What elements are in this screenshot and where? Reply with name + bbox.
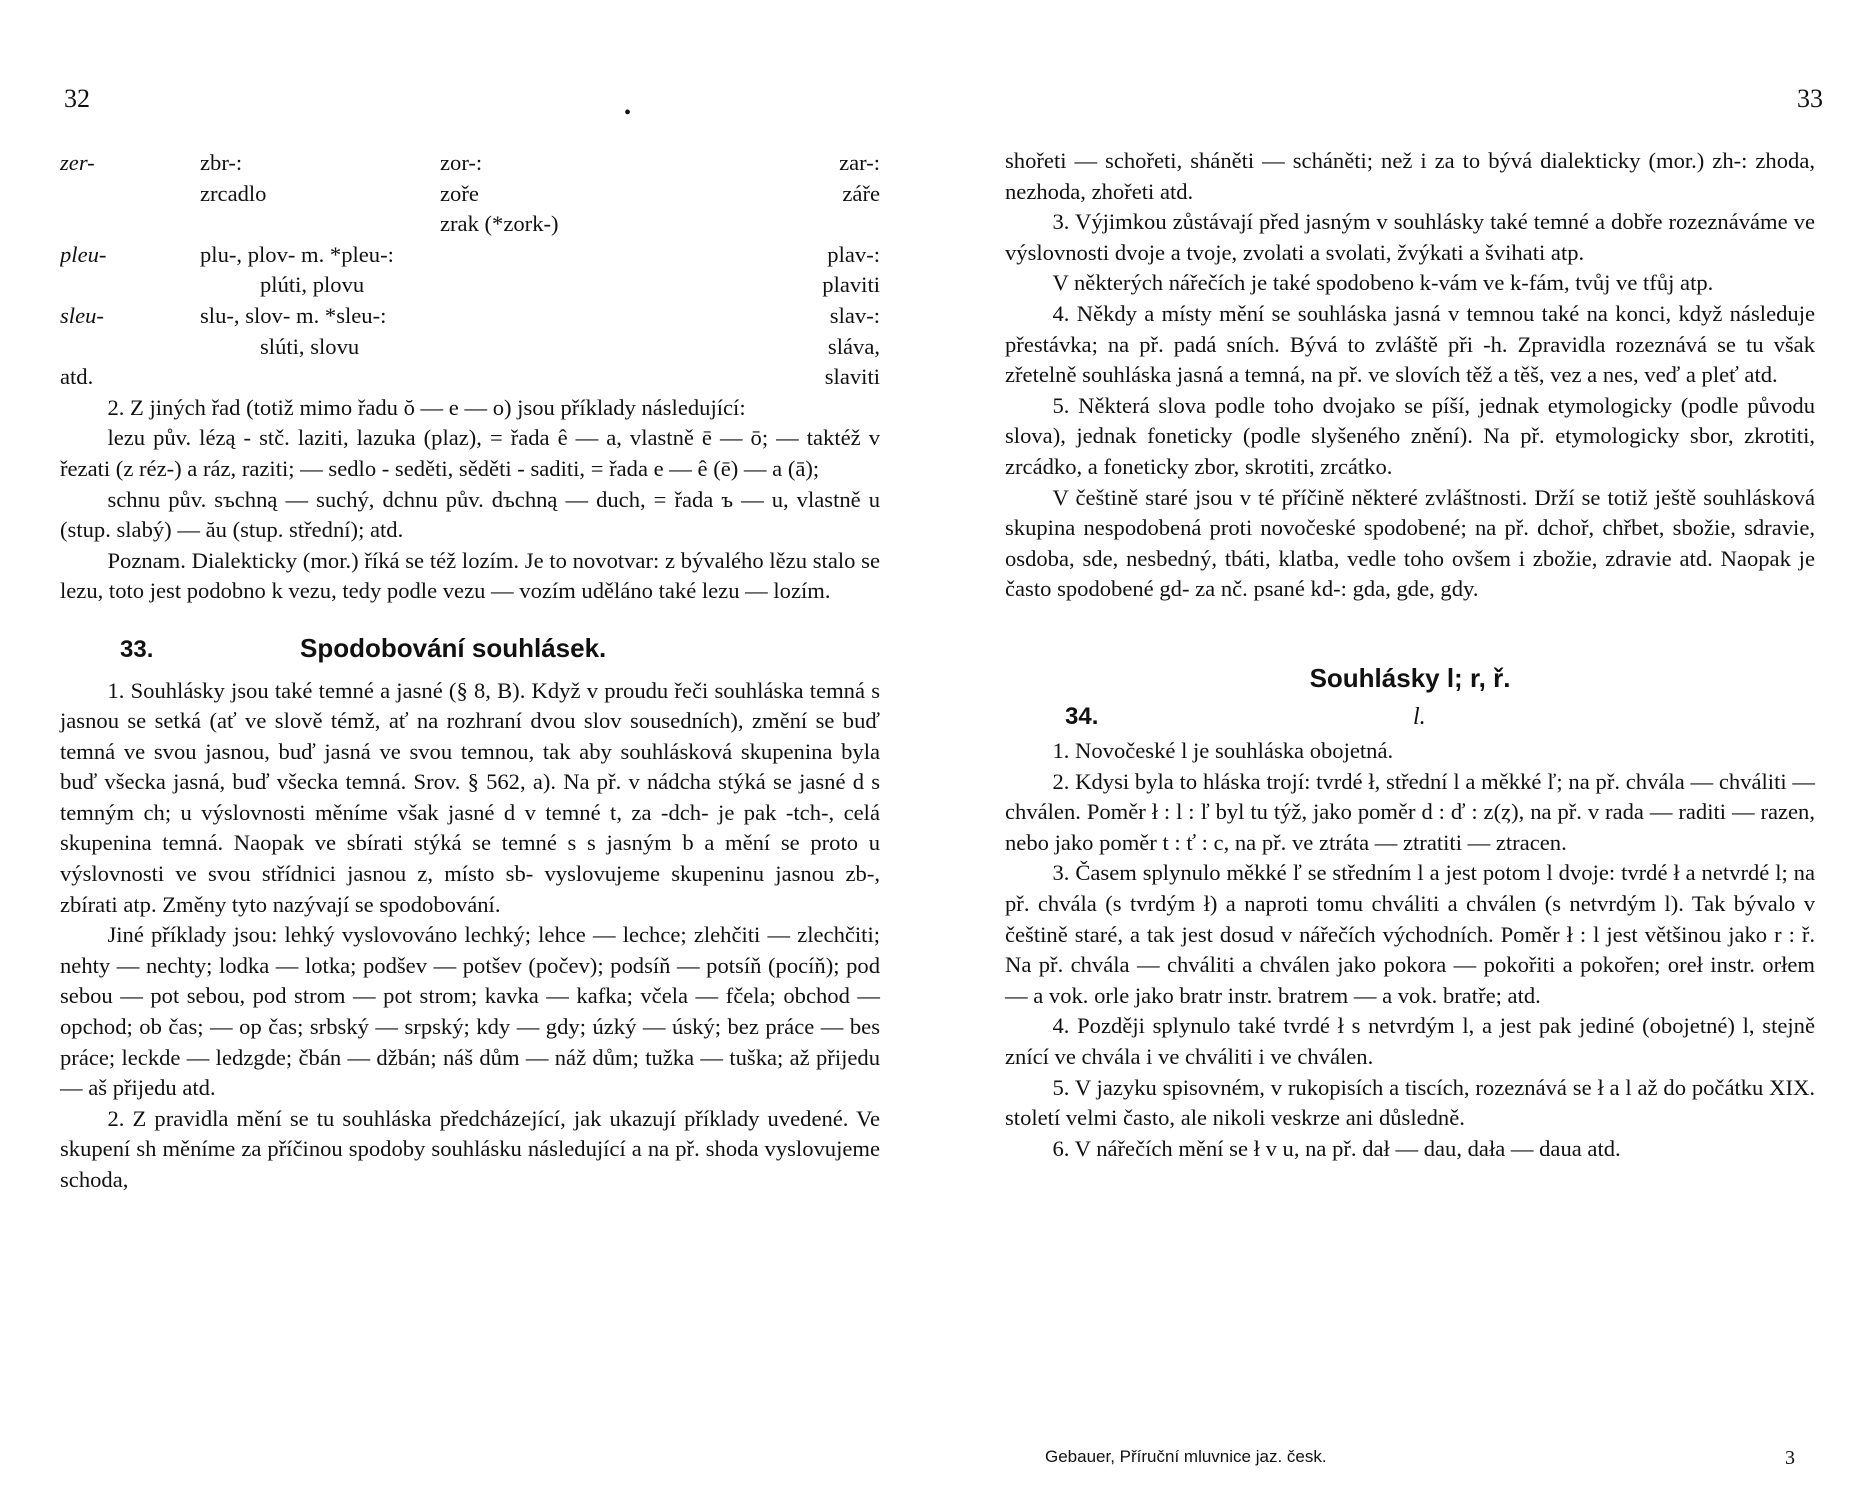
table-cell [410, 240, 700, 271]
page-number-right: 33 [1797, 84, 1823, 113]
paragraph: 3. Výjimkou zůstávají před jasným v souhlásky také temné a dobře rozeznáváme ve výslovnosti dvoje a tvoje, zvolati a svolati, žvýkati a švihati atp. [1005, 209, 1815, 265]
table-cell [60, 209, 200, 240]
paragraph: 1. Souhlásky jsou také temné a jasné (§ 8, B). Když v proudu řeči souhláska temná s jasnou se setká (ať ve slově témž, ať na rozhraní dvou slov sousedních), změní se buď temná ve svou jasnou, buď jasná ve svou temnou, tak aby souhlásková skupenina byla buď všecka jasná, buď všecka temná. Srov. § 562, a). Na př. v nádcha stýká se jasné d s temným ch; u výslovnosti měníme však jasné d v temné t, za -dch- je pak -tch-, celá skupenina temná. Naopak ve sbírati stýká se temné s s jasným b a mění se proto u výslovnosti ve svou střídnici jasnou z, místo sb- vyslovujeme skupeninu jasnou zb-, zbírati atp. Změny tyto nazývají se spodobování. [60, 677, 880, 917]
paragraph: V některých nářečích je také spodobeno k-vám ve k-fám, tvůj ve tfůj atp. [1052, 270, 1714, 296]
table-cell: plu-, plov- m. *pleu-: [200, 241, 394, 267]
table-cell [200, 209, 410, 240]
table-cell: plav-: [827, 241, 880, 267]
table-cell [410, 362, 700, 393]
table-cell [60, 179, 200, 210]
table-cell: slaviti [824, 364, 880, 390]
table-cell: pleu- [60, 241, 107, 267]
ablaut-table [60, 148, 880, 393]
table-cell [410, 332, 700, 363]
paragraph: 5. V jazyku spisovném, v rukopisích a tiscích, rozeznává se ł a l až do počátku XIX. století velmi často, ale nikoli veskrze ani důsledně. [1005, 1074, 1815, 1131]
table-cell: záře [842, 180, 880, 206]
table-cell: zrcadlo [200, 180, 267, 206]
section-title: Souhlásky l; r, ř. [1309, 662, 1511, 693]
paragraph: 2. Z jiných řad (totiž mimo řadu ŏ — e — o) jsou příklady následující: [107, 394, 746, 420]
paragraph: 2. Kdysi byla to hláska trojí: tvrdé ł, střední l a měkké ľ; na př. chvála — chváliti — chválen. Poměr ł : l : ľ byl tu týž, jako poměr d : ď : z(ȥ), na př. v rada — raditi — razen, nebo jako poměr t : ť : c, na př. ve ztráta — ztratiti — ztracen. [1005, 768, 1815, 855]
table-cell: slúti, slovu [260, 333, 360, 359]
paragraph: Jiné příklady jsou: lehký vyslovováno lechký; lehce — lechce; zlehčiti — zlechčiti; nehty — nechty; lodka — lotka; podšev — potšev (počev); podsíň — potsíň (pocíň); pod sebou — pot sebou, pod strom — pot strom; kavka — kafka; včela — fčela; obchod — opchod; ob čas; — op čas; srbský — srpský; kdy — gdy; úzký — úský; bez práce — bes práce; leckde — ledzgde; čbán — džbán; náš dům — náž dům; tužka — tuška; až přijedu — aš přijedu atd. [60, 922, 880, 1101]
subsection-title: l. [1413, 703, 1426, 730]
table-row [60, 148, 880, 179]
table-cell: zer- [60, 150, 95, 175]
paragraph: 1. Novočeské l je souhláska obojetná. [1052, 738, 1394, 764]
table-cell: zor-: [440, 150, 483, 175]
footer-source: Gebauer, Příruční mluvnice jaz. česk. [1045, 1447, 1327, 1466]
paragraph: lezu pův. lézą - stč. laziti, lazuka (plaz), = řada ê — a, vlastně ē — ō; — taktéž v řezati (z réz-) a ráz, raziti; — sedlo - seděti, sěděti - saditi, = řada e — ê (ē) — a (ā); [60, 425, 880, 481]
paragraph: 2. Z pravidla mění se tu souhláska předcházející, jak ukazují příklady uvedené. Ve skupení sh měníme za příčinou spodoby souhlásku následující a na př. shoda vyslovujeme schoda, [60, 1105, 880, 1192]
table-cell: atd. [60, 364, 94, 390]
table-cell: plúti, plovu [260, 272, 365, 298]
page-footer [1045, 1447, 1815, 1470]
left-page-body [60, 148, 880, 1196]
table-cell: sleu- [60, 302, 104, 328]
table-row [60, 179, 880, 210]
table-cell [410, 301, 700, 332]
table-cell: zar-: [839, 150, 880, 175]
table-cell: zrak (*zork-) [440, 211, 559, 237]
table-cell: slav-: [829, 302, 880, 328]
paragraph: 6. V nářečích mění se ł v u, na př. dał — dau, dała — daua atd. [1052, 1135, 1621, 1161]
table-row [60, 301, 880, 332]
right-page [1005, 0, 1823, 1500]
table-cell [700, 209, 880, 240]
table-cell [60, 332, 200, 363]
paragraph: 4. Později splynulo také tvrdé ł s netvrdým l, a jest pak jediné (obojetné) l, stejně znící ve chvála i ve chváliti i ve chválen. [1005, 1013, 1815, 1070]
table-cell [410, 270, 700, 301]
table-cell: slu-, slov- m. *sleu-: [200, 302, 387, 328]
table-cell: zbr-: [200, 150, 243, 175]
table-cell [60, 270, 200, 301]
paragraph: 4. Někdy a místy mění se souhláska jasná v temnou také na konci, když následuje přestávka; na př. padá sních. Bývá to zvláště při -h. Zpravidla rozeznává se tu však zřetelně souhláska jasná a temná, na př. ve slovích těž a těš, vez a nes, veď a pleť atd. [1005, 300, 1815, 388]
remark-paragraph: Poznam. Dialekticky (mor.) říká se též lozím. Je to novotvar: z bývalého lězu stalo se lezu, toto jest podobno k vezu, tedy podle vezu — vozím uděláno také lezu — lozím. [60, 547, 880, 604]
section-number: 33. [120, 635, 154, 663]
paragraph: V češtině staré jsou v té příčině některé zvláštnosti. Drží se totiž ještě souhlásková skupina nespodobená proti novočeské spodobené; na př. dchoř, chřbet, sbožie, sdravie, osdoba, sde, nesbedný, tbáti, klatba, vedle toho ovšem i zbožie, zdravie atd. Naopak je často spodobené gd- za nč. psané kd-: gda, gde, gdy. [1005, 484, 1815, 602]
table-row [60, 270, 880, 301]
page-number-left: 32 [64, 84, 90, 113]
subsection-heading [1005, 702, 1815, 733]
signature-mark: 3 [1785, 1447, 1795, 1469]
table-row [60, 332, 880, 363]
left-page [60, 0, 880, 1500]
paragraph: 5. Některá slova podle toho dvojako se píší, jednak etymologicky (podle původu slova), jednak foneticky (podle slyšeného znění). Na př. etymologicky sbor, zkrotiti, zrcádko, a foneticky zbor, skrotiti, zrcátko. [1005, 392, 1815, 479]
section-title: Spodobování souhlásek. [300, 632, 607, 663]
table-cell: plaviti [822, 272, 880, 298]
table-cell: zoře [440, 180, 479, 206]
paragraph: shořeti — schořeti, sháněti — scháněti; než i za to bývá dialekticky (mor.) zh-: zhoda, nezhoda, zhořeti atd. [1005, 148, 1815, 204]
paragraph: 3. Časem splynulo měkké ľ se středním l a jest potom l dvoje: tvrdé ł a netvrdé l; na př. chvála (s tvrdým ł) a naproti tomu chváliti a chválen (s netvrdým l). Tak bývalo v češtině staré, a tak jest dosud v nářečích východních. Poměr ł : l jest většinou jako r : ř. Na př. chvála — chváliti a chválen jako pokora — pokořiti a pokořen; oreł instr. orłem — a vok. orle jako bratr instr. bratrem — a vok. bratře; atd. [1005, 860, 1815, 1008]
paragraph: schnu pův. sъchną — suchý, dchnu pův. dъchną — duch, = řada ъ — u, vlastně u (stup. slabý) — ău (stup. střední); atd. [60, 486, 880, 543]
table-row [60, 240, 880, 271]
table-cell: sláva, [827, 333, 880, 359]
table-row [60, 209, 880, 240]
stray-mark: • [624, 102, 632, 124]
right-page-body [1005, 146, 1815, 1164]
section-heading [60, 633, 880, 666]
table-cell [200, 362, 410, 393]
table-row [60, 362, 880, 393]
section-number: 34. [1065, 702, 1099, 730]
